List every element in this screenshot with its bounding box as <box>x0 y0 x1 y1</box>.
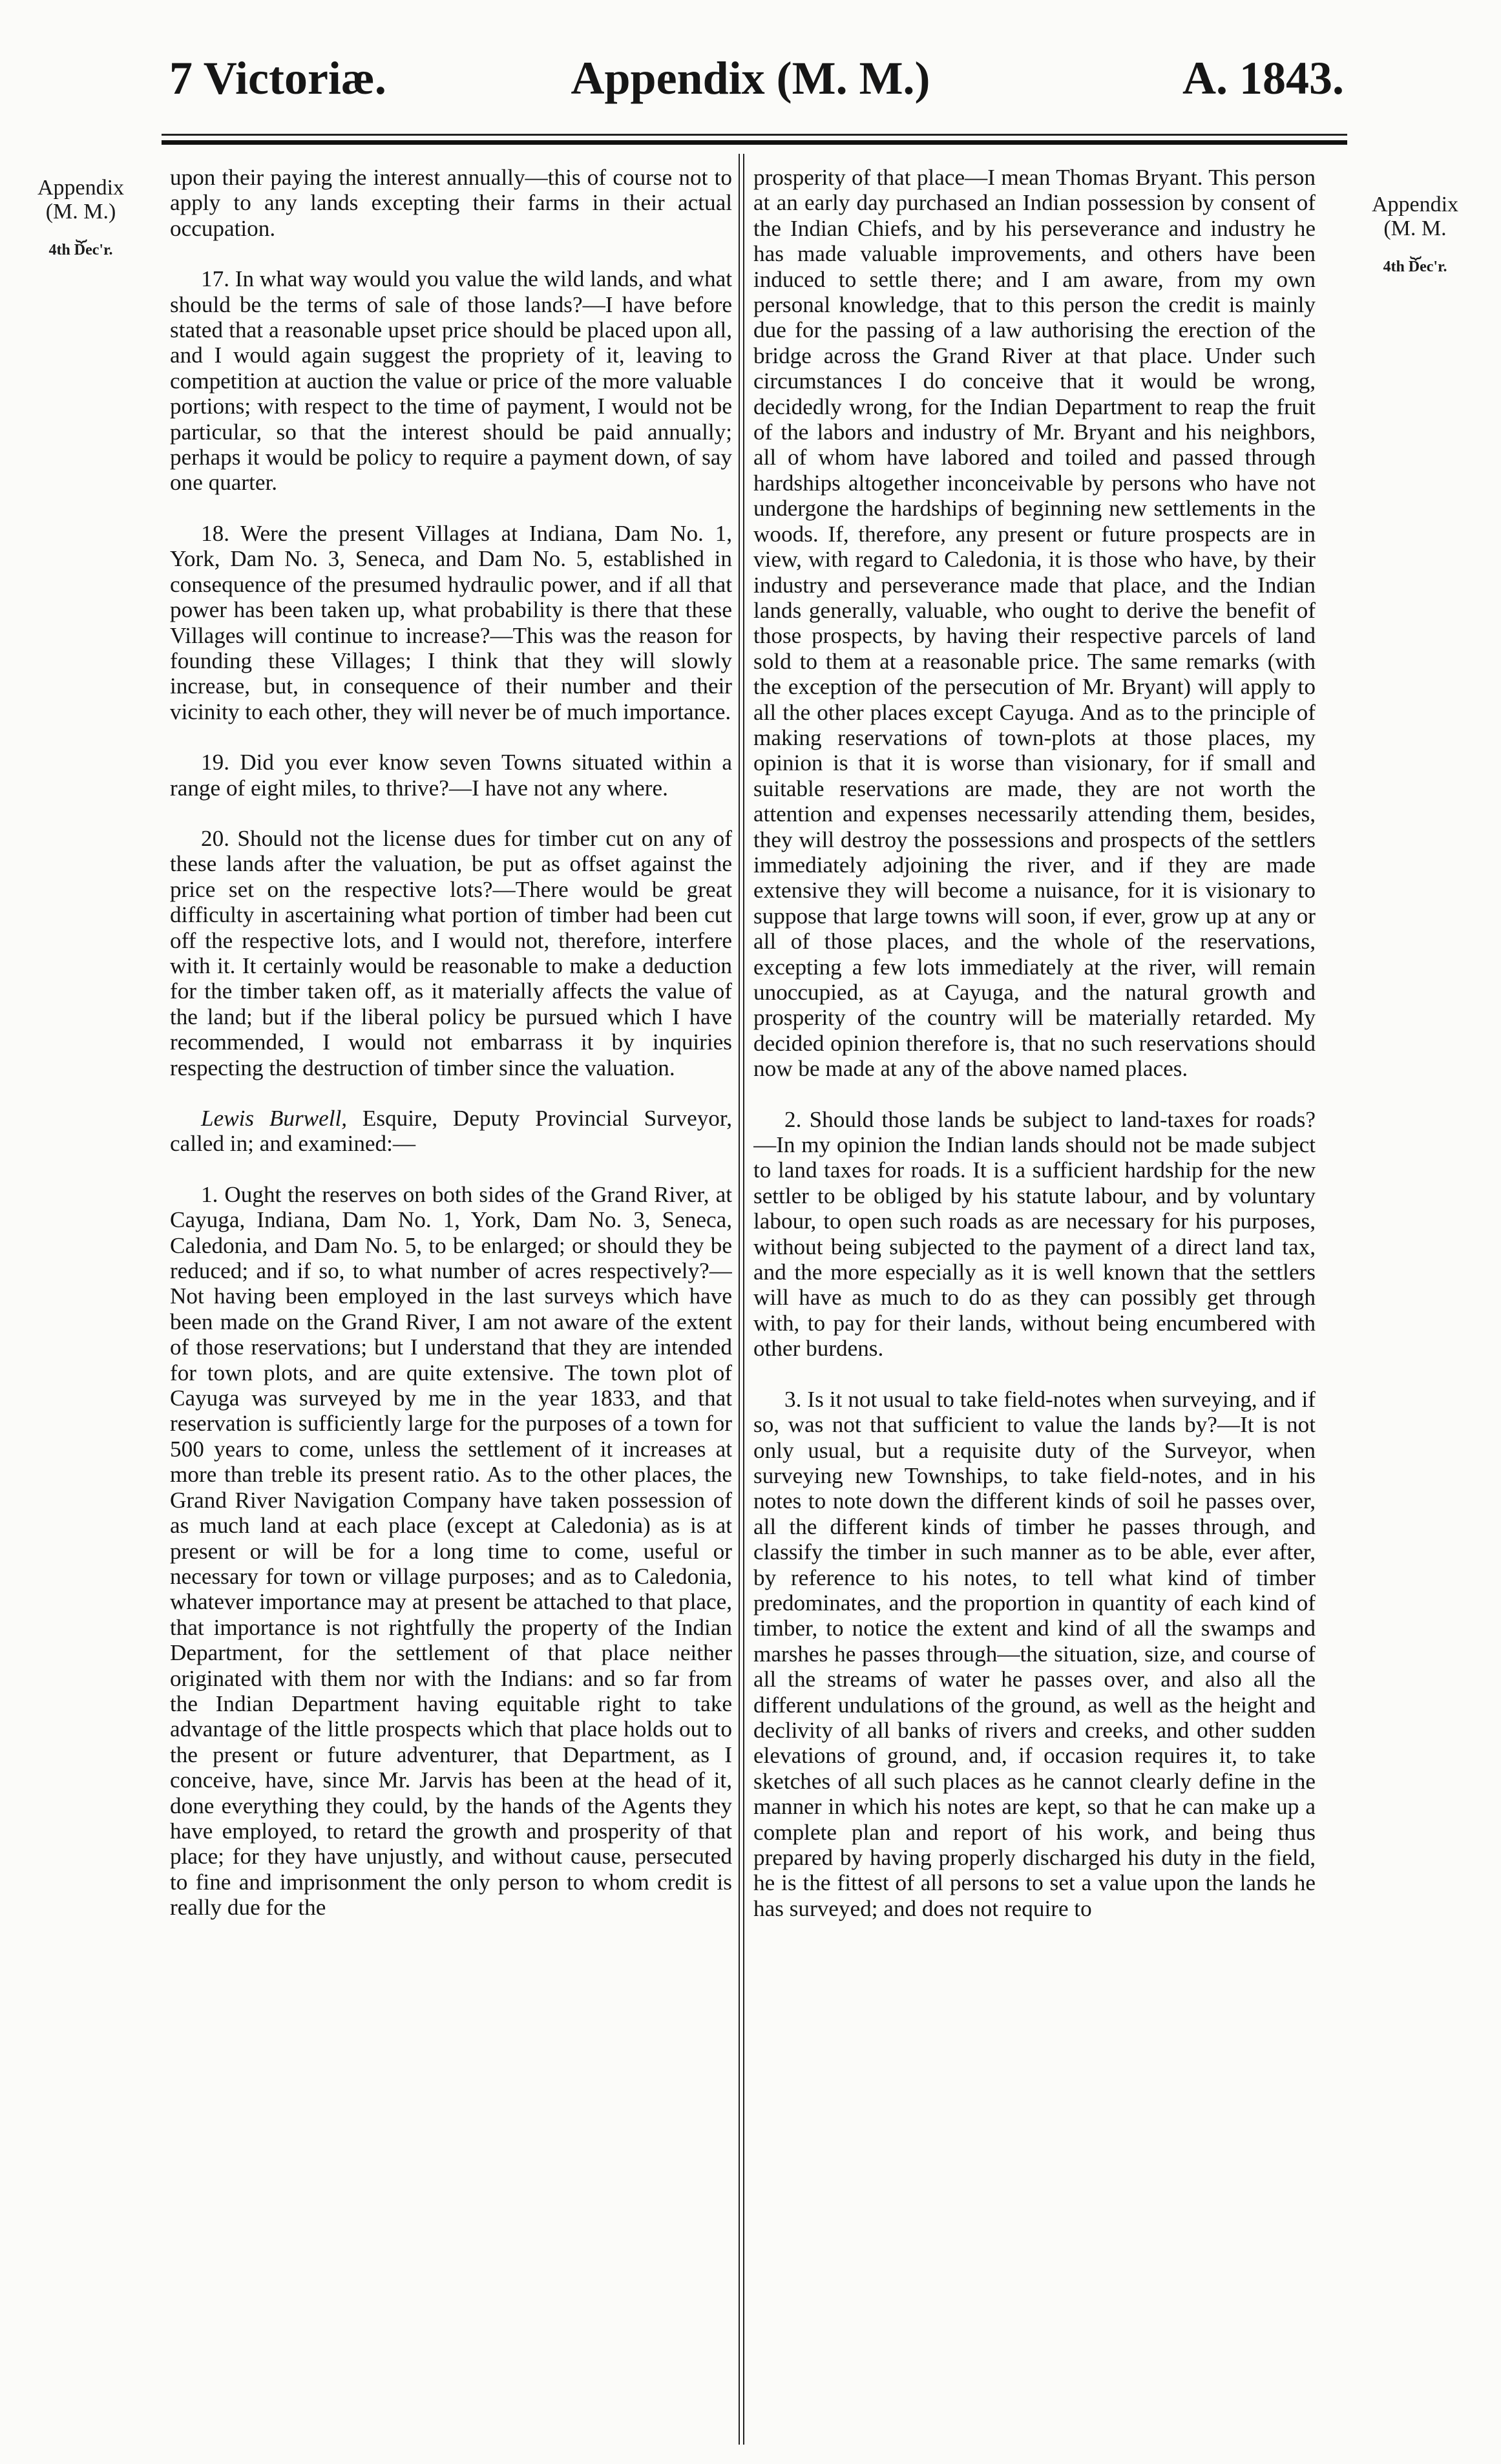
question-17: 17. In what way would you value the wild lands, and what should be the terms of sale of those lands?—I have before stated that a reasonable upset price should be placed upon all, and I would again suggest the propriety of it, leaving to competition at auction the value or price of the more valuable portions; with respect to the time of payment, I would not be particular, so that the interest should be paid annually; perhaps it would be policy to require a payment down, of say one quarter. <box>170 266 732 496</box>
margin-note-code: (M. M.) <box>45 200 116 224</box>
margin-note-appendix: Appendix <box>37 176 125 200</box>
right-column <box>753 165 1316 2443</box>
margin-brace: ⏟ <box>76 221 86 242</box>
header-session: 7 Victoriæ. <box>169 52 386 104</box>
witness-name: Lewis Burwell, <box>201 1106 348 1131</box>
question-20: 20. Should not the license dues for timber cut on any of these lands after the valuation, be put as offset against the price set on the respective lots?—There would be great difficulty in ascertaining what portion of timber had been cut off the respective lots, and I would not, therefore, interfere with it. It certainly would be reasonable to make a deduction for the timber taken off, as it materially affects the value of the land; but if the liberal policy be pursued which I have recommended, I would not embarrass it by inquiries respecting the destruction of timber since the valuation. <box>170 825 732 1080</box>
margin-note-left <box>23 176 139 260</box>
question-19: 19. Did you ever know seven Towns situated within a range of eight miles, to thrive?—I have not any where. <box>170 750 732 801</box>
header-rule-thin <box>162 134 1347 136</box>
left-column <box>170 165 732 2443</box>
header-rule-thick <box>162 140 1347 145</box>
question-18: 18. Were the present Villages at Indiana, Dam No. 1, York, Dam No. 3, Seneca, and Dam No. 5, established in consequence of the presumed hydraulic power, and if all that power has been taken up, what probability is there that these Villages will continue to increase?—This was the reason for founding these Villages; I think that they will slowly increase, but, in consequence of their number and their vicinity to each other, they will never be of much importance. <box>170 520 732 724</box>
question-1: 1. Ought the reserves on both sides of the Grand River, at Cayuga, Indiana, Dam No. 1, York, Dam No. 3, Seneca, Caledonia, and Dam No. 5, to be enlarged; or should they be reduced; and if so, to what number of acres respectively?—Not having been employed in the last surveys which have been made on the Grand River, I am not aware of the extent of those reservations; but I understand that they are intended for town plots, and are quite extensive. The town plot of Cayuga was surveyed by me in the year 1833, and that reservation is sufficiently large for the purposes of a town for 500 years to come, unless the settlement of it increases at more than treble its present ratio. As to the other places, the Grand River Navigation Company have taken possession of as much land at each place (except at Caledonia) as is at present or will be for a long time to come, useful or necessary for town or village purposes; and as to Caledonia, whatever importance may at present be attached to that place, that importance is not rightfully the property of the Indian Department, for the settlement of that place neither originated with them nor with the Indians: and so far from the Indian Department having equitable right to take advantage of the little prospects which that place holds out to the present or future adventurer, that Department, as I conceive, have, since Mr. Jarvis has been at the head of it, done everything they could, by the hands of the Agents they have employed, to retard the growth and prosperity of that place; for they have unjustly, and without cause, persecuted to fine and imprisonment the only person to whom credit is really due for the <box>170 1181 732 1921</box>
witness-introduction <box>170 1106 732 1157</box>
margin-note-right <box>1357 193 1473 277</box>
column-divider <box>739 154 744 2445</box>
paragraph-continuation: prosperity of that place—I mean Thomas Bryant. This person at an early day purchased an Indian possession by consent of the Indian Chiefs, and by his perseverance and industry he has made valuable improvements, and others have been induced to settle there; and I am aware, from my own personal knowledge, that to this person the credit is mainly due for the passing of a law authorising the erection of the bridge across the Grand River at that place. Under such circumstances I do conceive that it would be wrong, decidedly wrong, for the Indian Department to reap the fruit of the labors and industry of Mr. Bryant and his neighbors, all of whom have labored and toiled and passed through hardships altogether inconceivable by persons who have not undergone the hardships of beginning new settlements in the woods. If, therefore, any present or future prospects are in view, with regard to Caledonia, it is those who have, by their industry and perseverance made that place, and the Indian lands generally, valuable, who ought to derive the benefit of those prospects, by having their respective parcels of land sold to them at a reasonable price. The same remarks (with the exception of the persecution of Mr. Bryant) will apply to all the other places except Cayuga. And as to the principle of making reservations of town-plots at those places, my opinion is that it is worse than visionary, for if small and suitable reservations are made, they are not worth the attention and expenses necessarily attending them, besides, they will destroy the possessions and prospects of the settlers immediately adjoining the river, and if they are made extensive they will become a nuisance, for it is visionary to suppose that large towns will soon, if ever, grow up at any or all of those places, and the whole of the reservations, excepting a few lots immediately at the river, will remain unoccupied, as at Cayuga, and the natural growth and prosperity of the country will be materially retarded. My decided opinion therefore is, that no such reservations should now be made at any of the above named places. <box>753 165 1316 1082</box>
margin-note-appendix: Appendix <box>1371 193 1459 216</box>
header-appendix: Appendix (M. M.) <box>571 52 930 104</box>
margin-brace: ⏟ <box>1410 238 1420 259</box>
witness-title: Esquire, Deputy Provincial Surveyor, called in; and examined:— <box>170 1106 732 1157</box>
page-header <box>0 52 1501 123</box>
margin-note-date: 4th Dec'r. <box>1383 258 1447 275</box>
header-year: A. 1843. <box>1182 52 1344 104</box>
question-3: 3. Is it not usual to take field-notes when surveying, and if so, was not that sufficient to value the lands by?—It is not only usual, but a requisite duty of the Surveyor, when surveying new Townships, to take field-notes, and in his notes to note down the different kinds of soil he passes over, all the different kinds of timber he passes through, and classify the timber in such manner as to be able, ever after, by reference to his notes, to tell what kind of timber predominates, and the proportion in quantity of each kind of timber, to notice the extent and kind of all the swamps and marshes he passes through—the situation, size, and course of all the streams of water he passes over, and also all the different undulations of the ground, as well as the height and declivity of all banks of rivers and creeks, and other sudden elevations of ground, and, if occasion requires it, to take sketches of all such places as he cannot clearly define in the manner in which his notes are kept, so that he can make up a complete plan and report of his work, and being thus prepared by having properly discharged his duty in the field, he is the fittest of all persons to set a value upon the lands he has surveyed; and does not require to <box>753 1386 1316 1921</box>
margin-note-date: 4th Dec'r. <box>48 242 113 258</box>
question-2: 2. Should those lands be subject to land-taxes for roads?—In my opinion the Indian lands should not be made subject to land taxes for roads. It is a sufficient hardship for the new settler to be obliged by his statute labour, and by voluntary labour, to open such roads as are necessary for his purposes, without being subjected to the payment of a direct land tax, and the more especially as it is well known that the settlers will have as much to do as they can possibly get through with, to pay for their lands, without being encumbered with other burdens. <box>753 1106 1316 1362</box>
paragraph-continuation: upon their paying the interest annually—this of course not to apply to any lands excepting their farms in their actual occupation. <box>170 165 732 241</box>
margin-note-code: (M. M. <box>1383 216 1447 240</box>
